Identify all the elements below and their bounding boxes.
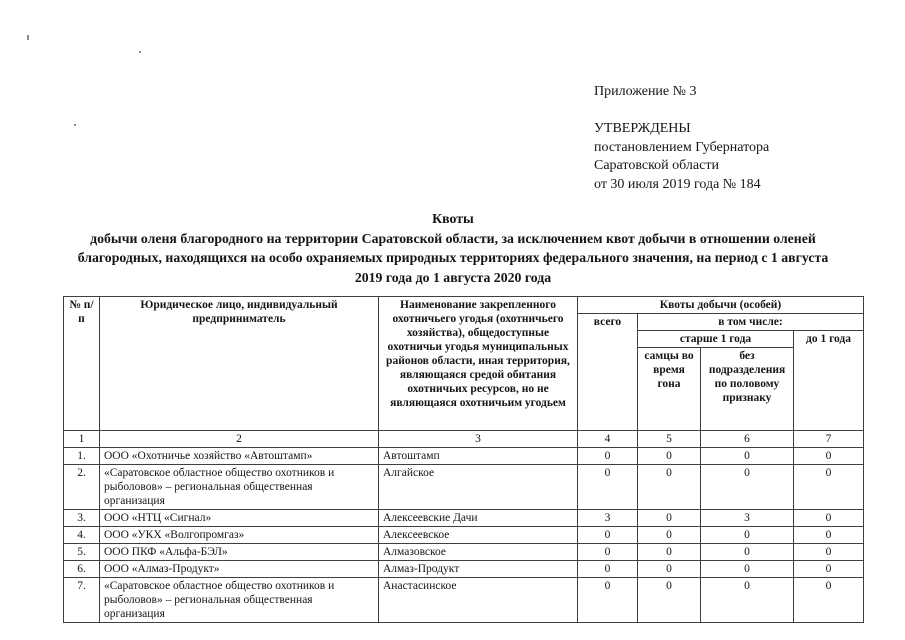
cell-row-number: 5. — [64, 544, 100, 561]
scan-speck — [27, 35, 29, 40]
cell-ground: Автоштамп — [379, 448, 578, 465]
cell-ground: Алексеевское — [379, 527, 578, 544]
table-row — [64, 578, 864, 623]
cell-total: 0 — [578, 561, 638, 578]
column-number: 2 — [100, 431, 379, 448]
cell-entity: ООО «НТЦ «Сигнал» — [100, 510, 379, 527]
cell-entity: ООО «Алмаз-Продукт» — [100, 561, 379, 578]
table-row — [64, 448, 864, 465]
cell-no-sex-division: 0 — [701, 544, 794, 561]
cell-males-rut: 0 — [638, 510, 701, 527]
cell-entity: «Саратовское областное общество охотников и рыболовов» – региональная общественная организация — [100, 465, 379, 510]
cell-entity: ООО ПКФ «Альфа-БЭЛ» — [100, 544, 379, 561]
column-numbers-row — [64, 431, 864, 448]
cell-row-number: 3. — [64, 510, 100, 527]
header-total: всего — [578, 314, 638, 431]
table-row — [64, 527, 864, 544]
table-row — [64, 510, 864, 527]
cell-row-number: 2. — [64, 465, 100, 510]
approval-block — [594, 120, 769, 194]
cell-entity: ООО «Охотничье хозяйство «Автоштамп» — [100, 448, 379, 465]
cell-total: 0 — [578, 544, 638, 561]
cell-total: 0 — [578, 448, 638, 465]
cell-males-rut: 0 — [638, 578, 701, 623]
cell-under-1-year: 0 — [794, 527, 864, 544]
header-num: № п/п — [64, 297, 100, 431]
cell-entity: «Саратовское областное общество охотников и рыболовов» – региональная общественная организация — [100, 578, 379, 623]
document-title: Квоты — [432, 211, 474, 226]
cell-males-rut: 0 — [638, 561, 701, 578]
header-quotas: Квоты добычи (особей) — [578, 297, 864, 314]
cell-under-1-year: 0 — [794, 561, 864, 578]
header-hunting-ground: Наименование закрепленного охотничьего угодья (охотничьего хозяйства), общедоступные охотничьи угодья муниципальных районов области, иная территория, являющаяся средой обитания охотничьих ресурсов, но не являющаяся охотничьим угодьем — [379, 297, 578, 431]
cell-ground: Алмаз-Продукт — [379, 561, 578, 578]
cell-total: 3 — [578, 510, 638, 527]
column-number: 5 — [638, 431, 701, 448]
cell-row-number: 7. — [64, 578, 100, 623]
header-older-1-year: старше 1 года — [638, 331, 794, 348]
header-males-rut: самцы во время гона — [638, 348, 701, 431]
approval-line: Саратовской области — [594, 158, 719, 173]
cell-males-rut: 0 — [638, 527, 701, 544]
header-including: в том числе: — [638, 314, 864, 331]
cell-no-sex-division: 0 — [701, 561, 794, 578]
cell-row-number: 6. — [64, 561, 100, 578]
cell-total: 0 — [578, 578, 638, 623]
header-under-1-year: до 1 года — [794, 331, 864, 431]
cell-under-1-year: 0 — [794, 544, 864, 561]
cell-males-rut: 0 — [638, 465, 701, 510]
cell-row-number: 4. — [64, 527, 100, 544]
approval-line: от 30 июля 2019 года № 184 — [594, 176, 761, 192]
cell-under-1-year: 0 — [794, 465, 864, 510]
column-number: 6 — [701, 431, 794, 448]
cell-ground: Анастасинское — [379, 578, 578, 623]
column-number: 1 — [64, 431, 100, 448]
cell-males-rut: 0 — [638, 448, 701, 465]
cell-total: 0 — [578, 465, 638, 510]
column-number: 7 — [794, 431, 864, 448]
cell-total: 0 — [578, 527, 638, 544]
cell-males-rut: 0 — [638, 544, 701, 561]
cell-under-1-year: 0 — [794, 448, 864, 465]
approval-line: постановлением Губернатора — [594, 139, 770, 155]
approval-line: УТВЕРЖДЕНЫ — [594, 121, 691, 136]
cell-row-number: 1. — [64, 448, 100, 465]
column-number: 4 — [578, 431, 638, 448]
document-title-block — [72, 209, 834, 287]
document-subtitle: добычи оленя благородного на территории Саратовской области, за исключением квот добычи в отношении оленей благородных, находящихся на особо охраняемых природных территориях федерального значения, на период с 1 августа 2019 года до 1 августа 2020 года — [77, 230, 829, 285]
cell-under-1-year: 0 — [794, 510, 864, 527]
scan-speck — [74, 124, 76, 126]
cell-no-sex-division: 0 — [701, 527, 794, 544]
table-row — [64, 561, 864, 578]
cell-no-sex-division: 3 — [701, 510, 794, 527]
scan-speck — [139, 51, 141, 53]
quota-table — [63, 296, 864, 623]
appendix-label: Приложение № 3 — [594, 84, 697, 99]
cell-under-1-year: 0 — [794, 578, 864, 623]
cell-no-sex-division: 0 — [701, 465, 794, 510]
cell-entity: ООО «УКХ «Волгопромгаз» — [100, 527, 379, 544]
cell-ground: Алексеевские Дачи — [379, 510, 578, 527]
cell-no-sex-division: 0 — [701, 578, 794, 623]
column-number: 3 — [379, 431, 578, 448]
cell-ground: Алмазовское — [379, 544, 578, 561]
table-row — [64, 465, 864, 510]
cell-no-sex-division: 0 — [701, 448, 794, 465]
cell-ground: Алгайское — [379, 465, 578, 510]
header-entity: Юридическое лицо, индивидуальный предприниматель — [100, 297, 379, 431]
table-row — [64, 544, 864, 561]
header-no-sex-division: без подразделения по половому признаку — [701, 348, 794, 431]
